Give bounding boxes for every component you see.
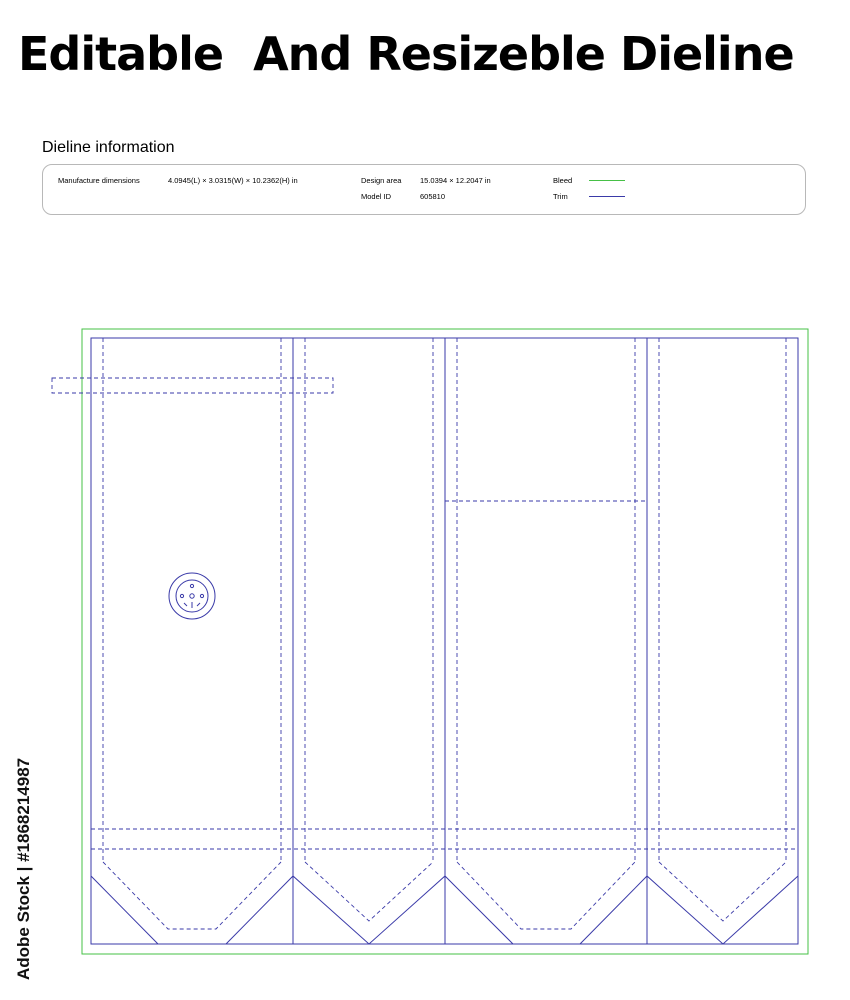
trim-lines: [91, 338, 798, 944]
degassing-valve-icon: [169, 573, 215, 619]
legend-trim-label: Trim: [553, 192, 568, 201]
gusset-fold-1: [103, 862, 281, 929]
manufacture-dimensions-value: 4.0945(L) × 3.0315(W) × 10.2362(H) in: [168, 176, 298, 185]
dieline-info-heading: Dieline information: [42, 139, 175, 156]
model-id-label: Model ID: [361, 192, 392, 201]
watermark: Adobe Stock | #1868214987: [14, 757, 33, 980]
gusset-fold-3: [457, 862, 635, 929]
design-area-value: 15.0394 × 12.2047 in: [420, 176, 491, 185]
gusset-cut-c: [580, 876, 798, 944]
page-title: Editable And Resizeble Dieline: [18, 27, 794, 81]
gusset-fold-4: [659, 862, 786, 921]
legend-bleed-label: Bleed: [553, 176, 573, 185]
gusset-cut-b: [226, 876, 513, 944]
gusset-fold-2: [305, 862, 433, 921]
design-area-label: Design area: [361, 176, 402, 185]
model-id-value: 605810: [420, 192, 446, 201]
tear-strip: [52, 378, 333, 393]
manufacture-dimensions-label: Manufacture dimensions: [58, 176, 140, 185]
fold-lines: [52, 338, 798, 929]
gusset-cut-a: [91, 876, 158, 944]
